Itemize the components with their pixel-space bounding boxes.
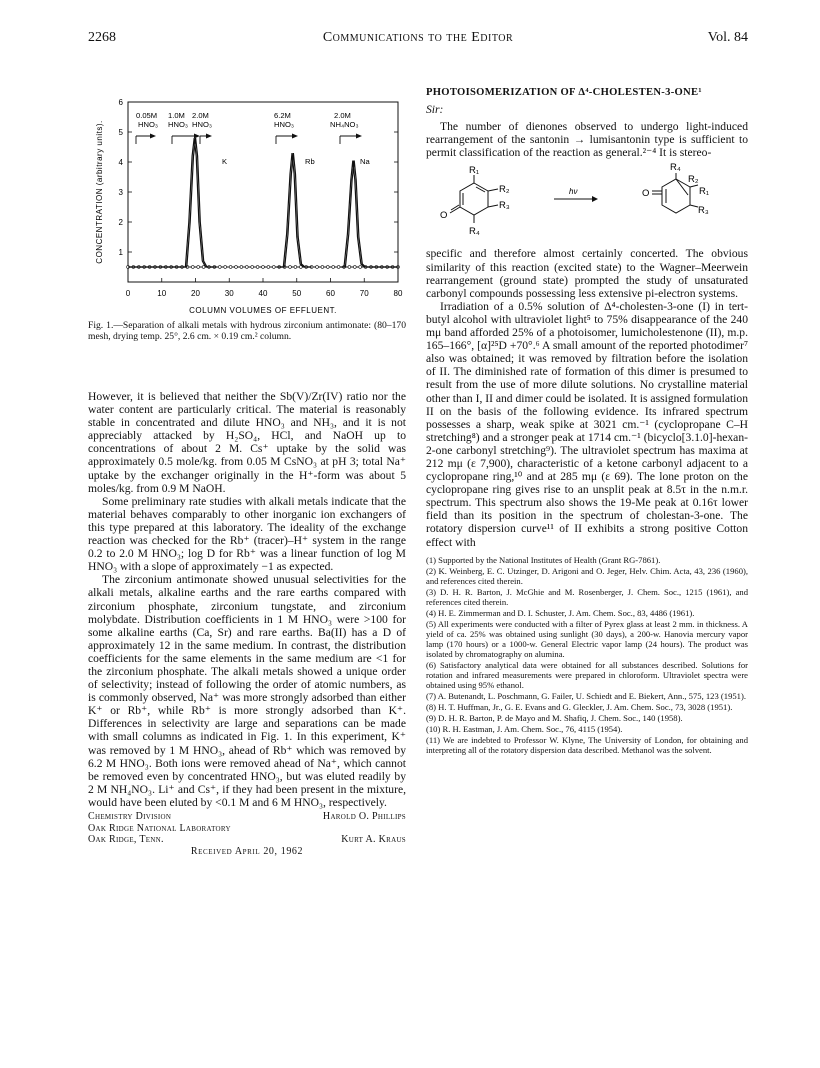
arrow-2 (172, 136, 194, 144)
reference-9: (9) D. H. R. Barton, P. de Mayo and M. Shafiq, J. Chem. Soc., 140 (1958). (426, 712, 683, 723)
peak-label-rb: Rb (305, 157, 315, 166)
sample-point (326, 266, 329, 269)
reactant-o: O (440, 210, 448, 222)
arrowhead-1 (150, 134, 156, 139)
received-date: Received April 20, 1962 (190, 845, 304, 857)
sample-point (240, 266, 243, 269)
reference-7: (7) A. Butenandt, L. Poschmann, G. Failer, U. Schiedt and E. Biekert, Ann., 575, 123 (1951). (426, 690, 746, 701)
eluent-acid-4: HNO₃ (274, 120, 294, 129)
eluent-conc-4: 6.2M (274, 111, 291, 120)
sample-point (262, 266, 265, 269)
running-head (88, 30, 748, 52)
signature-block (88, 811, 406, 857)
sample-point (256, 266, 259, 269)
series-line-outer-rb (278, 153, 312, 267)
reference-2: (2) K. Weinberg, E. C. Utzinger, D. Arigoni and O. Jeger, Helv. Chim. Acta, 43, 236 (1960), and references cited therein. (426, 565, 748, 586)
eluent-arrows (136, 134, 362, 145)
reactant-r2: R₂ (499, 184, 510, 196)
reference-8: (8) H. T. Huffman, Jr., G. E. Evans and G. Gleckler, J. Am. Chem. Soc., 73, 3028 (1951). (426, 701, 733, 712)
x-tick-label: 10 (157, 289, 167, 298)
sample-point (197, 266, 200, 269)
sample-point (348, 266, 351, 269)
arrow-3 (200, 136, 206, 144)
reactant-structure (450, 175, 498, 223)
sample-point (337, 266, 340, 269)
reference-6: (6) Satisfactory analytical data were obtained for all substances described. Solutions for rotation and infrared measurements were prepared in chloroform. Ultraviolet spectra were obtained using 95% ethanol. (426, 659, 748, 690)
eluent-conc-2: 1.0M (168, 111, 185, 120)
reactant-r4: R₄ (469, 226, 480, 238)
sample-point (224, 266, 227, 269)
sample-point (251, 266, 254, 269)
chart-series (127, 138, 400, 268)
peak-label-k: K (222, 157, 228, 166)
reference-4: (4) H. E. Zimmerman and D. I. Schuster, J. Am. Chem. Soc., 83, 4486 (1961). (426, 607, 695, 618)
right-paragraph-2: Irradiation of a 0.5% solution of Δ⁴-cholesten-3-one (I) in tert-butyl alcohol with ultraviolet light⁵ to 75% disappearance of the 240 mμ band afforded 25% of a photoisomer, lumicholestenone (II), m.p. 165–166°, [α]²⁵D +70°.⁶ A small amount of the reported photodimer⁷ also was obtained; it was removed by filtration before the isolation of II. The diminished rate of formation of this dimer is presumed to result from the use of more dilute solutions. No crystalline material other than I, II and dimer could be isolated. It is assigned formulation II on the basis of the following evidence. Its infrared spectrum possesses a sharp, weak spike at 3021 cm.⁻¹ (cyclopropane C–H stretching⁸) and a stronger peak at 1714 cm.⁻¹ (bicyclo[3.1.0]-hexan-2-one carbonyl stretching⁹). The ultraviolet spectrum has maxima at 212 mμ (ε 7,900), characteristic of a ketone carbonyl adjacent to a cyclopropane ring,¹⁰ and at 285 mμ (ε 69). The lone proton on the cyclopropane ring gives rise to an unsplit peak at 8.5τ in the n.m.r. spectrum. This spectrum also shows the 19-Me peak at 0.16τ lower field than its position in the spectrum of cholestan-3-one. The rotatory dispersion curve¹¹ of II exhibits a strong positive Cotton effect with (426, 299, 748, 549)
salutation: Sir: (426, 103, 444, 117)
product-r4: R₄ (670, 162, 681, 174)
x-tick-label: 30 (224, 289, 234, 298)
arrow-5 (340, 136, 356, 144)
reaction-scheme-drawing (426, 161, 748, 241)
reference-11: (11) We are indebted to Professor W. Klyne, The University of London, for obtaining and interpreting all of the rotatory dispersion data described. Methanol was the solvent. (426, 734, 748, 755)
eluent-acid-5: NH₄NO₃ (330, 120, 359, 129)
eluent-conc-5: 2.0M (334, 111, 351, 120)
sample-point (229, 266, 232, 269)
x-tick-label: 70 (359, 289, 369, 298)
series-line-outer-k (129, 138, 217, 267)
right-column (426, 86, 748, 756)
x-tick-label: 20 (191, 289, 200, 298)
left-column (88, 390, 406, 857)
volume-label: Vol. 84 (707, 30, 748, 45)
series-line-na (341, 161, 398, 268)
page-number: 2268 (88, 30, 116, 45)
y-axis-label: CONCENTRATION (arbitrary units). (95, 120, 104, 264)
sample-point (353, 266, 356, 269)
reaction-scheme (426, 161, 748, 241)
sample-point (267, 266, 270, 269)
sample-point (332, 266, 335, 269)
signature-author-1: Harold O. Phillips (322, 811, 406, 822)
peak-labels (222, 157, 370, 166)
arrowhead-3 (206, 134, 212, 139)
signature-org-3: Oak Ridge, Tenn. (88, 834, 164, 845)
reactant-r1: R₁ (469, 165, 480, 177)
signature-org-2: Oak Ridge National Laboratory (88, 822, 231, 834)
x-tick-label: 80 (393, 289, 403, 298)
x-axis-ticks (126, 278, 403, 298)
journal-section-title: Communications to the Editor (322, 30, 514, 45)
right-paragraph-1: specific and therefore almost certainly concerted. The obvious similarity of this reaction (excited state) to the Wagner–Meerwein rearrangement (ground state) prompted the study of unsaturated carbonyl compounds possessing less extensive pi-electron systems. (426, 247, 748, 300)
product-r1: R₁ (699, 186, 710, 198)
reference-3: (3) D. H. R. Barton, J. McGhie and M. Rosenberger, J. Chem. Soc., 1215 (1961), and references cited therein. (426, 586, 748, 607)
sample-point (235, 266, 238, 269)
arrowhead-5 (356, 134, 362, 139)
y-tick-label: 3 (118, 188, 123, 197)
y-tick-label: 1 (118, 248, 123, 257)
product-o: O (642, 188, 650, 200)
reference-1: (1) Supported by the National Institutes of Health (Grant RG-7861). (426, 554, 661, 565)
figure-caption: Fig. 1.—Separation of alkali metals with hydrous zirconium antimonate: (80–170 mesh, drying temp. 25°, 2.6 cm. × 0.19 cm.² column. (88, 320, 406, 343)
sample-point (321, 266, 324, 269)
references (426, 555, 748, 755)
plot-frame (128, 102, 398, 282)
intro-paragraph: The number of dienones observed to undergo light-induced rearrangement of the santonin → lumisantonin type is sufficient to permit classification of the reaction as general.²⁻⁴ It is stereo- (426, 120, 748, 160)
sample-point (359, 266, 362, 269)
sample-point (316, 266, 319, 269)
sample-point (218, 266, 221, 269)
reaction-arrow (554, 187, 598, 202)
sample-point (245, 266, 248, 269)
sample-point (294, 266, 297, 269)
sample-point (191, 266, 194, 269)
signature-author-2: Kurt A. Kraus (341, 834, 406, 845)
reactant-r3: R₃ (499, 200, 510, 212)
series-line-rb (277, 153, 311, 267)
y-tick-label: 4 (118, 158, 123, 167)
product-r2: R₂ (688, 174, 699, 186)
product-r3: R₃ (698, 205, 709, 217)
arrow-1 (136, 136, 150, 144)
sample-point (289, 266, 292, 269)
x-tick-label: 40 (258, 289, 268, 298)
arrowhead-2 (194, 134, 200, 139)
sample-point (272, 266, 275, 269)
signature-org-1: Chemistry Division (88, 811, 172, 822)
reference-5: (5) All experiments were conducted with a filter of Pyrex glass at least 2 mm. in thickness. A yield of ca. 25% was obtained using sunlight (30 days), a 200-w. Hanovia mercury vapor lamp (170 hours) or a 1000-w. General Electric vapor lamp (24 hours). The product was isolated by chromatography on alumina. (426, 618, 748, 659)
eluent-acid-1: HNO₃ (138, 120, 158, 129)
eluent-acid-3: HNO₃ (192, 120, 212, 129)
y-tick-label: 2 (118, 218, 123, 227)
eluent-labels (136, 111, 359, 129)
y-tick-label: 5 (118, 128, 123, 137)
article-title: PHOTOISOMERIZATION OF Δ⁴-CHOLESTEN-3-ONE¹ (426, 87, 702, 98)
eluent-conc-1: 0.05M (136, 111, 158, 120)
arrow-label: hν (569, 187, 578, 197)
arrowhead-4 (292, 134, 298, 139)
eluent-acid-2: HNO₃ (168, 120, 188, 129)
x-axis-label: COLUMN VOLUMES OF EFFLUENT. (189, 306, 337, 315)
left-paragraph-1: However, it is believed that neither the Sb(V)/Zr(IV) ratio nor the water content are particularly critical. The material is reasonably stable in concentrated and dilute HNO₃ and NH₃, and it is not appreciably attacked by H₂SO₄, HCl, and NaOH up to concentrations of about 2 M. Cs⁺ uptake by the solid was approximately 0.5 mole/kg. from 0.05 M CsNO₃ at pH 3; total Na⁺ uptake by the exchanger originally in the H⁺-form was about 5 moles/kg. from 0.9 M NaOH. (88, 390, 406, 495)
left-paragraph-3: The zirconium antimonate showed unusual selectivities for the alkali metals, alkaline earths and the rare earths compared with zirconium phosphate, zirconium tungstate, and zirconium molybdate. Distribution coefficients in 1 M HNO₃ were >100 for some alkaline earths (Ca, Sr) and rare earths. Ba(II) has a D of approximately 12 in the same medium. In contrast, the distribution coefficients for the same elements in the same medium are <1 for the zirconium phosphate. The alkali metals showed a unique order of selectivity; instead of following the order of atomic numbers, as is commonly observed, Na⁺ was more strongly adsorbed than either K⁺ or Rb⁺, while Rb⁺ is more strongly adsorbed than K⁺. Differences in selectivity are large and separations can be made with small columns as indicated in Fig. 1. In this experiment, K⁺ was removed by 1 M HNO₃, ahead of Rb⁺ which was removed by 6.2 M HNO₃. Both ions were removed ahead of Na⁺, which cannot be removed even by concentrated HNO₃, but was eluted readily by 2 M NH₄NO₃. Li⁺ and Cs⁺, if they had been present in the mixture, would have been eluted by <0.1 M and 6 M HNO₃, respectively. (88, 573, 406, 809)
x-tick-label: 60 (326, 289, 335, 298)
arrow-4 (276, 136, 292, 144)
x-tick-label: 0 (125, 289, 131, 298)
eluent-conc-3: 2.0M (192, 111, 209, 120)
y-tick-label: 6 (118, 98, 123, 107)
reference-10: (10) R. H. Eastman, J. Am. Chem. Soc., 76, 4115 (1954). (426, 723, 623, 734)
peak-label-na: Na (360, 157, 370, 166)
x-tick-label: 50 (292, 289, 302, 298)
left-paragraph-2: Some preliminary rate studies with alkali metals indicate that the material behaves comparably to other inorganic ion exchangers of this type prepared at this laboratory. The ideality of the exchange reaction was checked for the Rb⁺ (tracer)–H⁺ system in the range 0.2 to 2.0 M HNO₃; log D for Rb⁺ was a linear function of log M HNO₃ with a slope of approximately −1 as expected. (88, 494, 406, 574)
figure-1-chart (88, 96, 408, 318)
